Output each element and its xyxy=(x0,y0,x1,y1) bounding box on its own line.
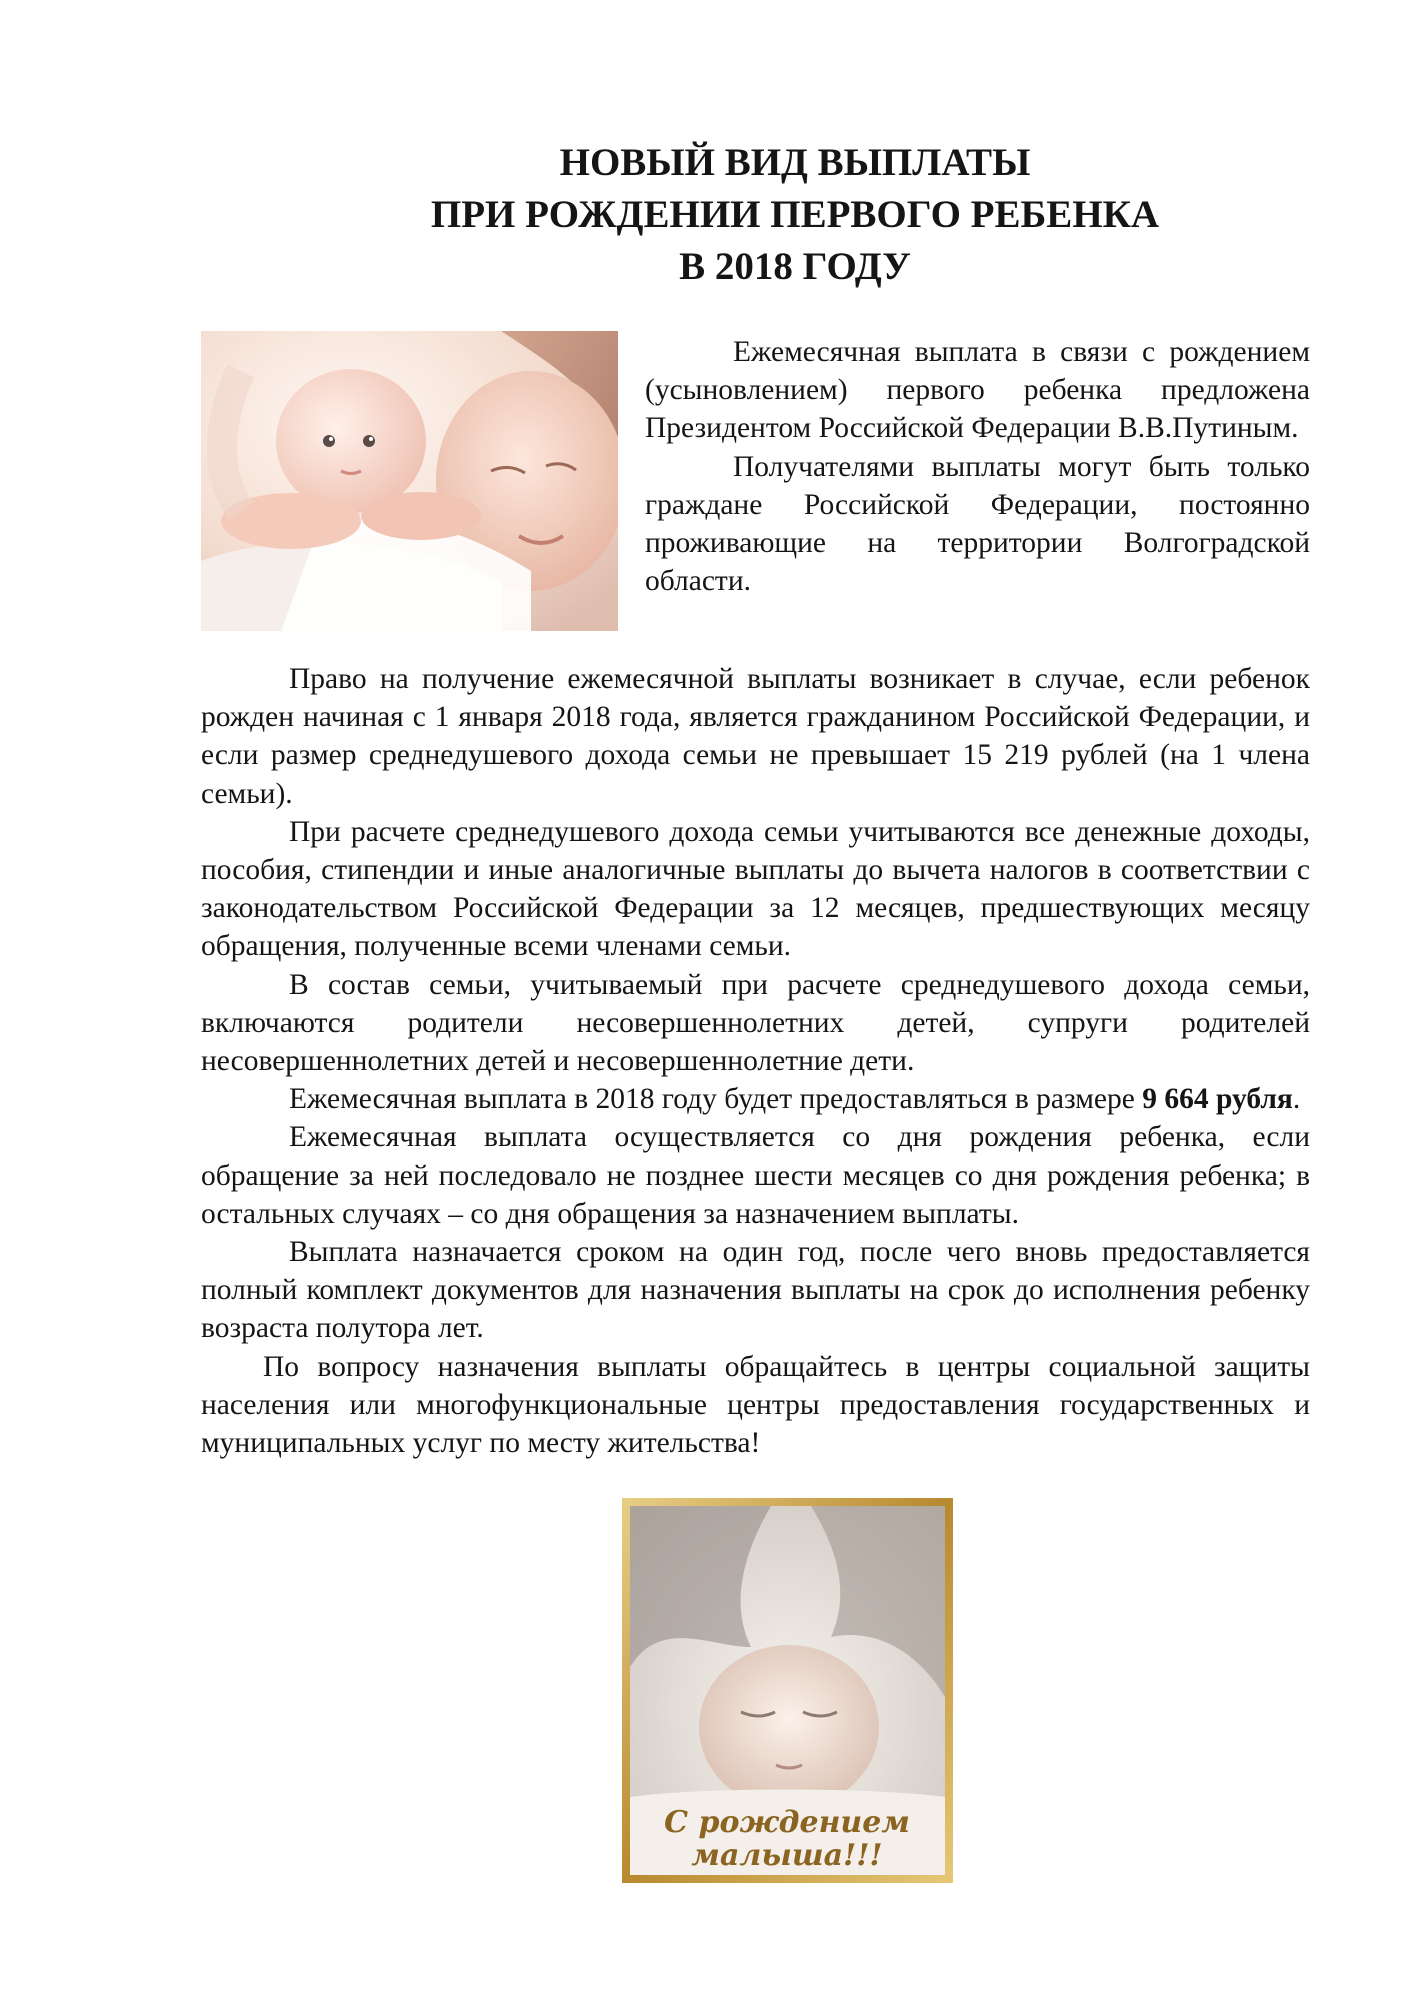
card-caption-line-2: малыша!!! xyxy=(691,1838,883,1873)
title-line-3: В 2018 ГОДУ xyxy=(679,245,911,288)
newborn-greeting-card xyxy=(621,1497,954,1884)
intro-paragraph-text-1: Ежемесячная выплата в связи с рождением (усыновлением) первого ребенка предложена Президентом Российской Федерации В.В.Путиным. xyxy=(645,336,1310,445)
amount-paragraph xyxy=(201,1080,1310,1118)
income-paragraph: При расчете среднедушевого дохода семьи учитываются все денежные доходы, пособия, стипендии и иные аналогичные выплаты до вычета налогов в соответствии с законодательством Российской Федерации за 12 месяцев, предшествующих месяцу обращения, полученные всеми членами семьи. xyxy=(201,815,1310,963)
intro-block xyxy=(645,333,1310,600)
duration-paragraph: Выплата назначается сроком на один год, после чего вновь предоставляется полный комплект документов для назначения выплаты на срок до исполнения ребенку возраста полутора лет. xyxy=(201,1236,1310,1345)
contact-paragraph: По вопросу назначения выплаты обращайтесь в центры социальной защиты населения или многофункциональные центры предоставления государственных и муниципальных услуг по месту жительства! xyxy=(201,1350,1310,1460)
card-caption-line-1: С рождением xyxy=(664,1805,910,1840)
page-title xyxy=(0,137,1414,293)
family-paragraph: В состав семьи, учитываемый при расчете среднедушевого дохода семьи, включаются родители несовершеннолетних детей, супруги родителей несовершеннолетних детей и несовершеннолетние дети. xyxy=(201,968,1310,1078)
start-date-paragraph: Ежемесячная выплата осуществляется со дня рождения ребенка, если обращение за ней последовало не позднее шести месяцев со дня рождения ребенка; в остальных случаях – со дня обращения за назначением выплаты. xyxy=(201,1121,1310,1230)
amount-end: . xyxy=(1292,1083,1301,1116)
eligibility-paragraph: Право на получение ежемесячной выплаты возникает в случае, если ребенок рожден начиная с 1 января 2018 года, является гражданином Российской Федерации, и если размер среднедушевого дохода семьи не превышает 15 219 рублей (на 1 члена семьи). xyxy=(201,663,1310,810)
main-text xyxy=(201,660,1310,1462)
amount-text: Ежемесячная выплата в 2018 году будет предоставляться в размере xyxy=(289,1083,1135,1116)
title-line-2: ПРИ РОЖДЕНИИ ПЕРВОГО РЕБЕНКА xyxy=(430,193,1160,236)
mother-and-baby-photo xyxy=(201,331,618,631)
amount-value: 9 664 рубля xyxy=(1142,1083,1293,1116)
intro-paragraph xyxy=(645,333,1310,448)
intro-paragraph-text-2: Получателями выплаты могут быть только граждане Российской Федерации, постоянно проживающие на территории Волгоградской области. xyxy=(645,450,1310,598)
title-line-1: НОВЫЙ ВИД ВЫПЛАТЫ xyxy=(559,141,1031,184)
intro-paragraph xyxy=(645,448,1310,601)
